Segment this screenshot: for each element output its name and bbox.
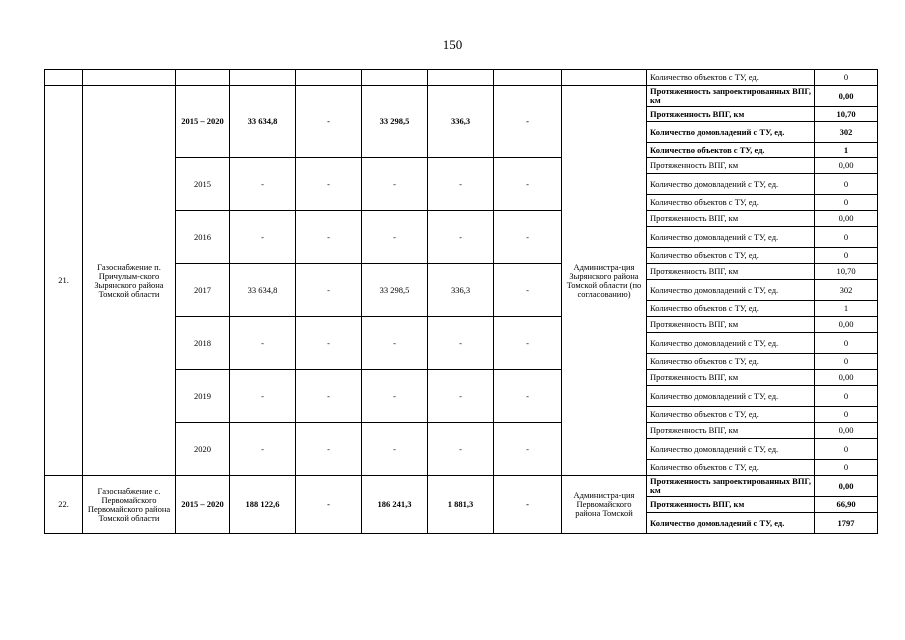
amount-cell: - bbox=[428, 423, 494, 476]
amount-cell: - bbox=[428, 211, 494, 264]
amount-cell: - bbox=[296, 86, 362, 158]
indicator-label: Количество объектов с ТУ, ед. bbox=[647, 248, 815, 264]
entry-number: 21. bbox=[45, 86, 83, 476]
indicator-value: 10,70 bbox=[815, 264, 878, 280]
indicator-label: Протяженность запроектированных ВПГ, км bbox=[647, 86, 815, 107]
amount-cell: - bbox=[494, 211, 562, 264]
year-cell: 2018 bbox=[176, 317, 230, 370]
amount-cell: 33 298,5 bbox=[362, 86, 428, 158]
indicator-value: 0 bbox=[815, 407, 878, 423]
amount-cell: - bbox=[494, 86, 562, 158]
indicator-label: Количество домовладений с ТУ, ед. bbox=[647, 280, 815, 301]
year-cell: 2015 – 2020 bbox=[176, 86, 230, 158]
year-cell: 2019 bbox=[176, 370, 230, 423]
indicator-label: Количество объектов с ТУ, ед. bbox=[647, 143, 815, 158]
amount-cell: - bbox=[296, 211, 362, 264]
amount-cell: - bbox=[296, 423, 362, 476]
indicator-label: Протяженность ВПГ, км bbox=[647, 423, 815, 439]
cell-empty bbox=[362, 70, 428, 86]
amount-cell: - bbox=[296, 317, 362, 370]
indicator-label: Количество домовладений с ТУ, ед. bbox=[647, 227, 815, 248]
indicator-value: 0,00 bbox=[815, 423, 878, 439]
table-row bbox=[45, 86, 878, 107]
indicator-label: Протяженность ВПГ, км bbox=[647, 370, 815, 386]
page-number: 150 bbox=[442, 37, 463, 52]
year-cell: 2015 – 2020 bbox=[176, 476, 230, 534]
indicator-label: Количество объектов с ТУ, ед. bbox=[647, 301, 815, 317]
amount-cell: - bbox=[428, 158, 494, 211]
indicator-label: Протяженность ВПГ, км bbox=[647, 317, 815, 333]
amount-cell: - bbox=[494, 370, 562, 423]
table-row bbox=[45, 476, 878, 497]
amount-cell: - bbox=[494, 317, 562, 370]
indicator-label: Количество домовладений с ТУ, ед. bbox=[647, 122, 815, 143]
indicator-label: Количество объектов с ТУ, ед. bbox=[647, 354, 815, 370]
cell-empty bbox=[45, 70, 83, 86]
indicator-label: Количество домовладений с ТУ, ед. bbox=[647, 174, 815, 195]
program-table bbox=[44, 69, 878, 534]
amount-cell: - bbox=[362, 317, 428, 370]
indicator-label: Протяженность ВПГ, км bbox=[647, 264, 815, 280]
indicator-value: 0 bbox=[815, 439, 878, 460]
indicator-value: 0 bbox=[815, 354, 878, 370]
amount-cell: - bbox=[494, 264, 562, 317]
indicator-value: 66,90 bbox=[815, 497, 878, 513]
amount-cell: - bbox=[428, 370, 494, 423]
indicator-label: Количество объектов с ТУ, ед. bbox=[647, 195, 815, 211]
amount-cell: - bbox=[494, 158, 562, 211]
indicator-label: Протяженность запроектированных ВПГ, км bbox=[647, 476, 815, 497]
indicator-label: Количество домовладений с ТУ, ед. bbox=[647, 333, 815, 354]
indicator-label: Протяженность ВПГ, км bbox=[647, 158, 815, 174]
indicator-value: 0 bbox=[815, 333, 878, 354]
indicator-value: 0,00 bbox=[815, 86, 878, 107]
indicator-value: 1797 bbox=[815, 513, 878, 534]
cell-empty bbox=[176, 70, 230, 86]
amount-cell: - bbox=[230, 317, 296, 370]
cell-empty bbox=[83, 70, 176, 86]
table-body bbox=[45, 70, 878, 534]
table-row bbox=[45, 70, 878, 86]
indicator-label: Протяженность ВПГ, км bbox=[647, 211, 815, 227]
amount-cell: - bbox=[296, 158, 362, 211]
amount-cell: - bbox=[362, 211, 428, 264]
indicator-value: 302 bbox=[815, 280, 878, 301]
year-cell: 2016 bbox=[176, 211, 230, 264]
amount-cell: - bbox=[362, 158, 428, 211]
indicator-value: 0,00 bbox=[815, 158, 878, 174]
indicator-label: Количество домовладений с ТУ, ед. bbox=[647, 513, 815, 534]
year-cell: 2020 bbox=[176, 423, 230, 476]
indicator-value: 0 bbox=[815, 248, 878, 264]
indicator-label: Протяженность ВПГ, км bbox=[647, 497, 815, 513]
indicator-value: 1 bbox=[815, 301, 878, 317]
amount-cell: 1 881,3 bbox=[428, 476, 494, 534]
indicator-value: 0 bbox=[815, 195, 878, 211]
indicator-value: 1 bbox=[815, 143, 878, 158]
executor-cell: Администра-ция Первомайского района Томской bbox=[562, 476, 647, 534]
year-cell: 2017 bbox=[176, 264, 230, 317]
object-name: Газоснабжение с. Первомайского Первомайского района Томской области bbox=[83, 476, 176, 534]
amount-cell: - bbox=[428, 317, 494, 370]
entry-number: 22. bbox=[45, 476, 83, 534]
indicator-value: 0,00 bbox=[815, 476, 878, 497]
amount-cell: - bbox=[230, 423, 296, 476]
amount-cell: 186 241,3 bbox=[362, 476, 428, 534]
indicator-value: 10,70 bbox=[815, 107, 878, 122]
amount-cell: - bbox=[296, 476, 362, 534]
indicator-value: 0,00 bbox=[815, 370, 878, 386]
indicator-value: 0 bbox=[815, 174, 878, 195]
indicator-value: 0,00 bbox=[815, 211, 878, 227]
amount-cell: - bbox=[230, 370, 296, 423]
indicator-label: Количество объектов с ТУ, ед. bbox=[647, 70, 815, 86]
amount-cell: 336,3 bbox=[428, 86, 494, 158]
indicator-label: Количество домовладений с ТУ, ед. bbox=[647, 439, 815, 460]
amount-cell: 188 122,6 bbox=[230, 476, 296, 534]
cell-empty bbox=[230, 70, 296, 86]
year-cell: 2015 bbox=[176, 158, 230, 211]
amount-cell: - bbox=[494, 476, 562, 534]
amount-cell: - bbox=[230, 211, 296, 264]
amount-cell: 33 634,8 bbox=[230, 264, 296, 317]
cell-empty bbox=[494, 70, 562, 86]
amount-cell: 336,3 bbox=[428, 264, 494, 317]
cell-empty bbox=[428, 70, 494, 86]
amount-cell: 33 634,8 bbox=[230, 86, 296, 158]
executor-cell: Администра-ция Зырянского района Томской области (по согласованию) bbox=[562, 86, 647, 476]
amount-cell: - bbox=[296, 370, 362, 423]
object-name: Газоснабжение п. Причулым-ского Зырянского района Томской области bbox=[83, 86, 176, 476]
indicator-value: 0,00 bbox=[815, 317, 878, 333]
indicator-label: Количество домовладений с ТУ, ед. bbox=[647, 386, 815, 407]
amount-cell: - bbox=[362, 370, 428, 423]
amount-cell: - bbox=[362, 423, 428, 476]
indicator-label: Протяженность ВПГ, км bbox=[647, 107, 815, 122]
amount-cell: 33 298,5 bbox=[362, 264, 428, 317]
indicator-value: 0 bbox=[815, 70, 878, 86]
cell-empty bbox=[562, 70, 647, 86]
cell-empty bbox=[296, 70, 362, 86]
amount-cell: - bbox=[230, 158, 296, 211]
amount-cell: - bbox=[494, 423, 562, 476]
indicator-value: 302 bbox=[815, 122, 878, 143]
indicator-label: Количество объектов с ТУ, ед. bbox=[647, 460, 815, 476]
amount-cell: - bbox=[296, 264, 362, 317]
indicator-label: Количество объектов с ТУ, ед. bbox=[647, 407, 815, 423]
indicator-value: 0 bbox=[815, 386, 878, 407]
indicator-value: 0 bbox=[815, 227, 878, 248]
indicator-value: 0 bbox=[815, 460, 878, 476]
